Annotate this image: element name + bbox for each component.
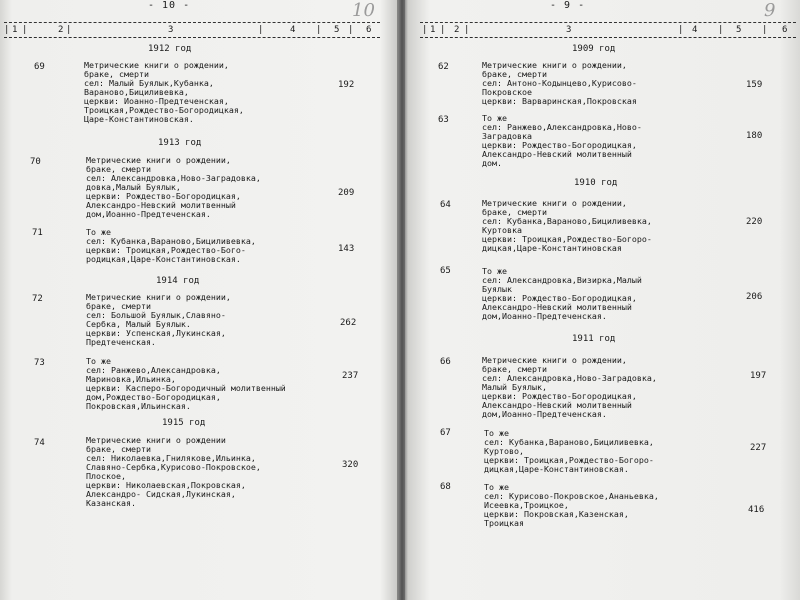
column-header-row-right: | 1 | 2 | 3 | 4 | 5 | 6 <box>422 25 788 35</box>
entry-number: 65 <box>440 266 451 276</box>
entry-count: 197 <box>750 371 767 381</box>
entry-number: 69 <box>34 62 45 72</box>
year-heading: 1913 год <box>158 138 202 148</box>
col-header-1: 1 <box>430 25 436 35</box>
entry-number: 73 <box>34 358 45 368</box>
entry-number: 62 <box>438 62 449 72</box>
col-header-2: 2 <box>58 25 64 35</box>
column-header-row-left: | 1 | 2 | 3 | 4 | 5 | 6 <box>4 25 372 35</box>
entry-count: 209 <box>338 188 355 198</box>
entry-description: То же сел: Ранжево,Александровка, Мариновка,Ильинка, церкви: Касперо-Богородичный молитвенный дом,Рождество-Богородицкая, Покровская,Ильинская. <box>86 356 286 411</box>
col-header-5: 5 <box>334 25 340 35</box>
entry-description: То же сел: Курисово-Покровское,Ананьевка, Исеевка,Троицкое, церкви: Покровская,Казенская, Троицкая <box>484 482 659 528</box>
year-heading: 1915 год <box>162 418 206 428</box>
entry-description: То же сел: Александровка,Визирка,Малый Буялык церкви: Рождество-Богородицкая, Александро-Невский молитвенный дом,Иоанно-Предтеченская. <box>482 266 642 321</box>
col-header-6: 6 <box>366 25 372 35</box>
col-header-5: 5 <box>736 25 742 35</box>
book-spine <box>397 0 405 600</box>
entry-count: 206 <box>746 292 763 302</box>
entry-count: 143 <box>338 244 355 254</box>
col-header-2: 2 <box>454 25 460 35</box>
entry-number: 70 <box>30 157 41 167</box>
header-rule-top-right <box>420 22 796 23</box>
col-header-4: 4 <box>290 25 296 35</box>
entry-number: 64 <box>440 200 451 210</box>
entry-count: 416 <box>748 505 765 515</box>
col-header-4: 4 <box>692 25 698 35</box>
handwritten-page-number-right: 9 <box>764 0 776 21</box>
year-heading: 1912 год <box>148 44 192 54</box>
entry-count: 262 <box>340 318 357 328</box>
header-rule-bottom-left <box>4 37 380 38</box>
entry-description: Метрические книги о рождении, браке, смерти сел: Александровка,Ново-Заградовка, Малый Буялык, церкви: Рождество-Богородицкая, Александро-Невский молитвенный дом,Иоанно-Предтеченская. <box>482 355 657 419</box>
left-page <box>0 0 396 600</box>
entry-description: Метрические книги о рождении, браке, смерти сел: Малый Буялык,Кубанка, Вараново,Бициливевка, церкви: Иоанно-Предтеченская, Троицкая,Рождество-Богородицкая, Царе-Константиновская. <box>84 60 244 124</box>
col-header-6: 6 <box>782 25 788 35</box>
entry-count: 159 <box>746 80 763 90</box>
entry-count: 320 <box>342 460 359 470</box>
entry-count: 192 <box>338 80 355 90</box>
entry-number: 66 <box>440 357 451 367</box>
entry-description: Метрические книги о рождении, браке, смерти сел: Александровка,Ново-Заградовка, довка,Малый Буялык, церкви: Рождество-Богородицкая, Александро-Невский молитвенный дом,Иоанно-Предтеченская. <box>86 155 261 219</box>
entry-number: 63 <box>438 115 449 125</box>
entry-description: Метрические книги о рождении, браке, смерти сел: Большой Буялык,Славяно- Сербка, Малый Буялык. церкви: Успенская,Лукинская, Предтеченская. <box>86 292 231 347</box>
header-rule-bottom-right <box>420 37 796 38</box>
entry-number: 68 <box>440 482 451 492</box>
entry-count: 220 <box>746 217 763 227</box>
col-header-3: 3 <box>566 25 572 35</box>
entry-description: То же сел: Кубанка,Вараново,Бициливевка, церкви: Троицкая,Рождество-Бого- родицкая,Царе-Константиновская. <box>86 227 256 264</box>
handwritten-page-number-left: 10 <box>352 0 375 21</box>
entry-count: 237 <box>342 371 359 381</box>
entry-description: Метрические книги о рождении, браке, смерти сел: Антоно-Кодынцево,Курисово- Покровское церкви: Варваринская,Покровская <box>482 60 637 106</box>
page-number-left: - 10 - <box>148 0 191 11</box>
entry-number: 67 <box>440 428 451 438</box>
year-heading: 1914 год <box>156 276 200 286</box>
entry-count: 180 <box>746 131 763 141</box>
entry-count: 227 <box>750 443 767 453</box>
entry-description: То же сел: Кубанка,Вараново,Бициливевка, Куртово, церкви: Троицкая,Рождество-Богоро- дицкая,Царе-Константиновская. <box>484 428 654 474</box>
entry-number: 74 <box>34 438 45 448</box>
header-rule-top-left <box>4 22 380 23</box>
entry-description: То же сел: Ранжево,Александровка,Ново- Заградовка церкви: Рождество-Богородицкая, Александро-Невский молитвенный дом. <box>482 113 642 168</box>
page-number-right: - 9 - <box>550 0 586 11</box>
year-heading: 1910 год <box>574 178 618 188</box>
entry-number: 71 <box>32 228 43 238</box>
entry-description: Метрические книги о рождении, браке, смерти сел: Кубанка,Вараново,Бициливевка, Куртовка церкви: Троицкая,Рождество-Богоро- дицкая,Царе-Константиновская <box>482 198 652 253</box>
entry-number: 72 <box>32 294 43 304</box>
col-header-1: 1 <box>12 25 18 35</box>
right-page <box>406 0 800 600</box>
entry-description: Метрические книги о рождении браке, смерти сел: Николаевка,Гнилякове,Ильинка, Славяно-Сербка,Курисово-Покровское, Плоское, церкви: Николаевская,Покровская, Александро- Сидская,Лукинская, Казанская. <box>86 435 261 508</box>
year-heading: 1909 год <box>572 44 616 54</box>
year-heading: 1911 год <box>572 334 616 344</box>
col-header-3: 3 <box>168 25 174 35</box>
